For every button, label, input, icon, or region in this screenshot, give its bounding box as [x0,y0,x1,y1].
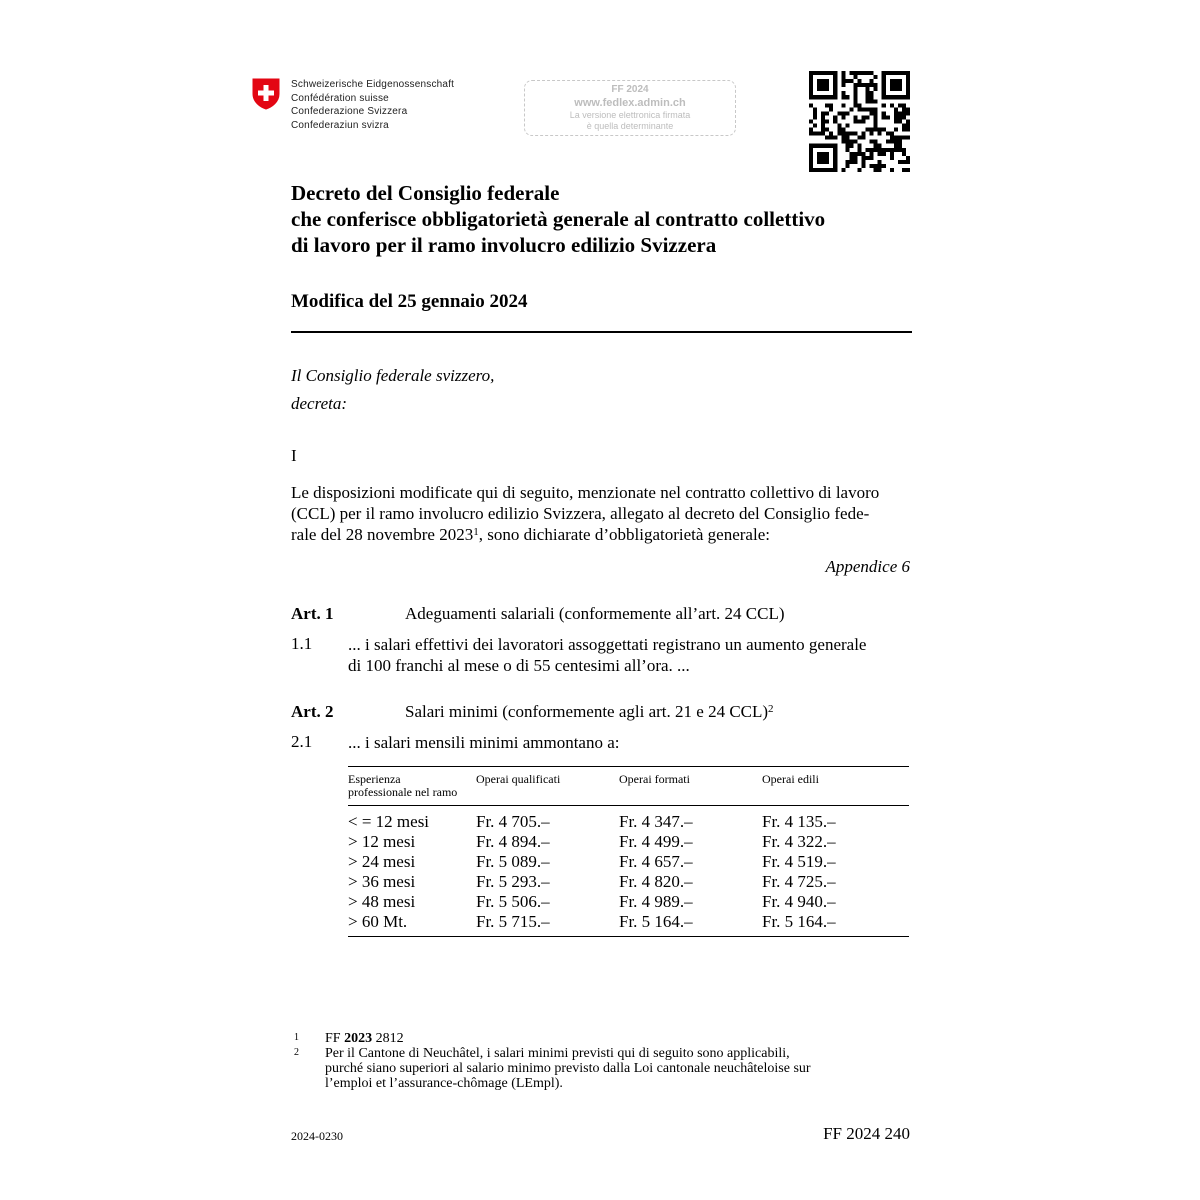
footnote-text-part: FF [325,1031,345,1046]
table-cell: Fr. 4 725.– [762,872,836,891]
header-line: Esperienza [348,772,401,786]
minimum-wage-table [348,766,909,937]
article-2-sub-text [348,732,910,753]
preamble [291,362,494,418]
table-cell: Fr. 4 820.– [619,872,693,891]
table-cell: Fr. 4 894.– [476,832,550,851]
document-number: 2024-0230 [291,1129,343,1143]
table-cell: Fr. 5 715.– [476,912,550,931]
table-cell: Fr. 4 940.– [762,892,836,911]
body-paragraph [291,482,910,545]
table-cell: Fr. 4 989.– [619,892,693,911]
table-cell: > 60 Mt. [348,912,408,931]
footnote-ref[interactable]: 2 [768,703,774,715]
table-body [348,806,909,936]
confederation-line: Confederaziun svizra [291,119,389,131]
preamble-line: Il Consiglio federale svizzero, [291,366,495,385]
paragraph-line: (CCL) per il ramo involucro edilizio Svizzera, allegato al decreto del Consiglio fede- [291,504,870,523]
table-row [348,852,909,872]
table-cell: Fr. 4 519.– [762,852,836,871]
table-cell: Fr. 4 705.– [476,812,550,831]
title-line: Decreto del Consiglio federale [291,181,560,205]
table-header [348,767,909,805]
article-1-sub-number: 1.1 [291,634,313,653]
table-cell: Fr. 4 347.– [619,812,693,831]
article-2-title-text: Salari minimi (conformemente agli art. 21 e 24 CCL) [405,702,769,721]
footnotes [291,1031,901,1091]
table-header-cell: Operai qualificati [476,772,561,786]
table-cell: Fr. 4 499.– [619,832,693,851]
paragraph-line: Le disposizioni modificate qui di seguito, menzionate nel contratto collettivo di lavoro [291,483,880,502]
header-line: professionale nel ramo [348,785,458,799]
swiss-coat-of-arms-icon [252,78,280,110]
table-cell: Fr. 5 164.– [762,912,836,931]
confederation-line: Schweizerische Eidgenossenschaft [291,79,455,90]
footnote-text-part: 2812 [372,1031,404,1046]
table-row [348,892,909,912]
article-2-sub-number: 2.1 [291,732,313,751]
stamp-line: www.fedlex.admin.ch [574,97,686,109]
document-subtitle: Modifica del 25 gennaio 2024 [291,291,528,312]
title-divider [291,331,912,333]
table-row [348,912,909,932]
table-header-cell [348,773,457,799]
electronic-signature-stamp [524,80,736,136]
table-bottom-rule [348,936,909,937]
footnote-text [325,1031,901,1046]
table-cell: Fr. 5 293.– [476,872,550,891]
stamp-line: La versione elettronica firmata [569,110,691,120]
table-cell: > 24 mesi [348,852,416,871]
footnote-2 [291,1046,901,1091]
title-line: di lavoro per il ramo involucro edilizio Svizzera [291,233,717,257]
footnote-ref[interactable]: 1 [473,526,479,538]
appendix-label: Appendice 6 [825,557,910,576]
article-1-number: Art. 1 [291,604,334,623]
article-1-sub-text [348,634,910,676]
table-row [348,832,909,852]
preamble-line: decreta: [291,394,348,413]
footnote-line: l’emploi et l’assurance-chômage (LEmpl). [325,1076,563,1091]
footnote-line: Per il Cantone di Neuchâtel, i salari minimi previsti qui di seguito sono applicabili, [325,1046,790,1061]
table-cell: Fr. 4 657.– [619,852,693,871]
footnote-line: purché siano superiori al salario minimo previsto dalla Loi cantonale neuchâteloise sur [325,1061,811,1076]
footnote-mark: 1 [294,1032,299,1043]
sub-text-line: di 100 franchi al mese o di 55 centesimi all’ora. ... [348,656,690,675]
table-cell: < = 12 mesi [348,812,430,831]
confederation-line: Confédération suisse [291,92,389,104]
table-cell: Fr. 5 089.– [476,852,550,871]
footnote-text-bold: 2023 [344,1031,373,1046]
sub-text-line: ... i salari mensili minimi ammontano a: [348,733,620,752]
footnote-mark: 2 [294,1047,299,1058]
article-2-number: Art. 2 [291,702,334,721]
page-reference: FF 2024 240 [823,1124,910,1143]
table-cell: > 12 mesi [348,832,416,851]
table-cell: Fr. 4 135.– [762,812,836,831]
paragraph-line [291,524,910,545]
table-cell: > 36 mesi [348,872,416,891]
table-row [348,872,909,892]
section-number: I [291,446,297,465]
table-cell: Fr. 5 164.– [619,912,693,931]
table-row [348,812,909,832]
paragraph-text: rale del 28 novembre 2023 [291,525,474,544]
table-header-cell: Operai formati [619,772,690,786]
confederation-line: Confederazione Svizzera [291,106,408,117]
table-cell: Fr. 5 506.– [476,892,550,911]
table-cell: Fr. 4 322.– [762,832,836,851]
title-line: che conferisce obbligatorietà generale al contratto collettivo [291,207,826,231]
qr-code-icon [809,71,910,172]
stamp-line: FF 2024 [611,84,649,95]
article-2-title [405,702,774,722]
table-cell: > 48 mesi [348,892,416,911]
article-1-title: Adeguamenti salariali (conformemente all’art. 24 CCL) [405,604,785,623]
document-title [291,180,921,258]
paragraph-text: , sono dichiarate d’obbligatorietà generale: [478,525,770,544]
sub-text-line: ... i salari effettivi dei lavoratori assoggettati registrano un aumento generale [348,635,867,654]
stamp-line: è quella determinante [586,121,674,131]
footnote-1 [291,1031,901,1046]
confederation-name [291,78,454,132]
table-header-cell: Operai edili [762,772,819,786]
